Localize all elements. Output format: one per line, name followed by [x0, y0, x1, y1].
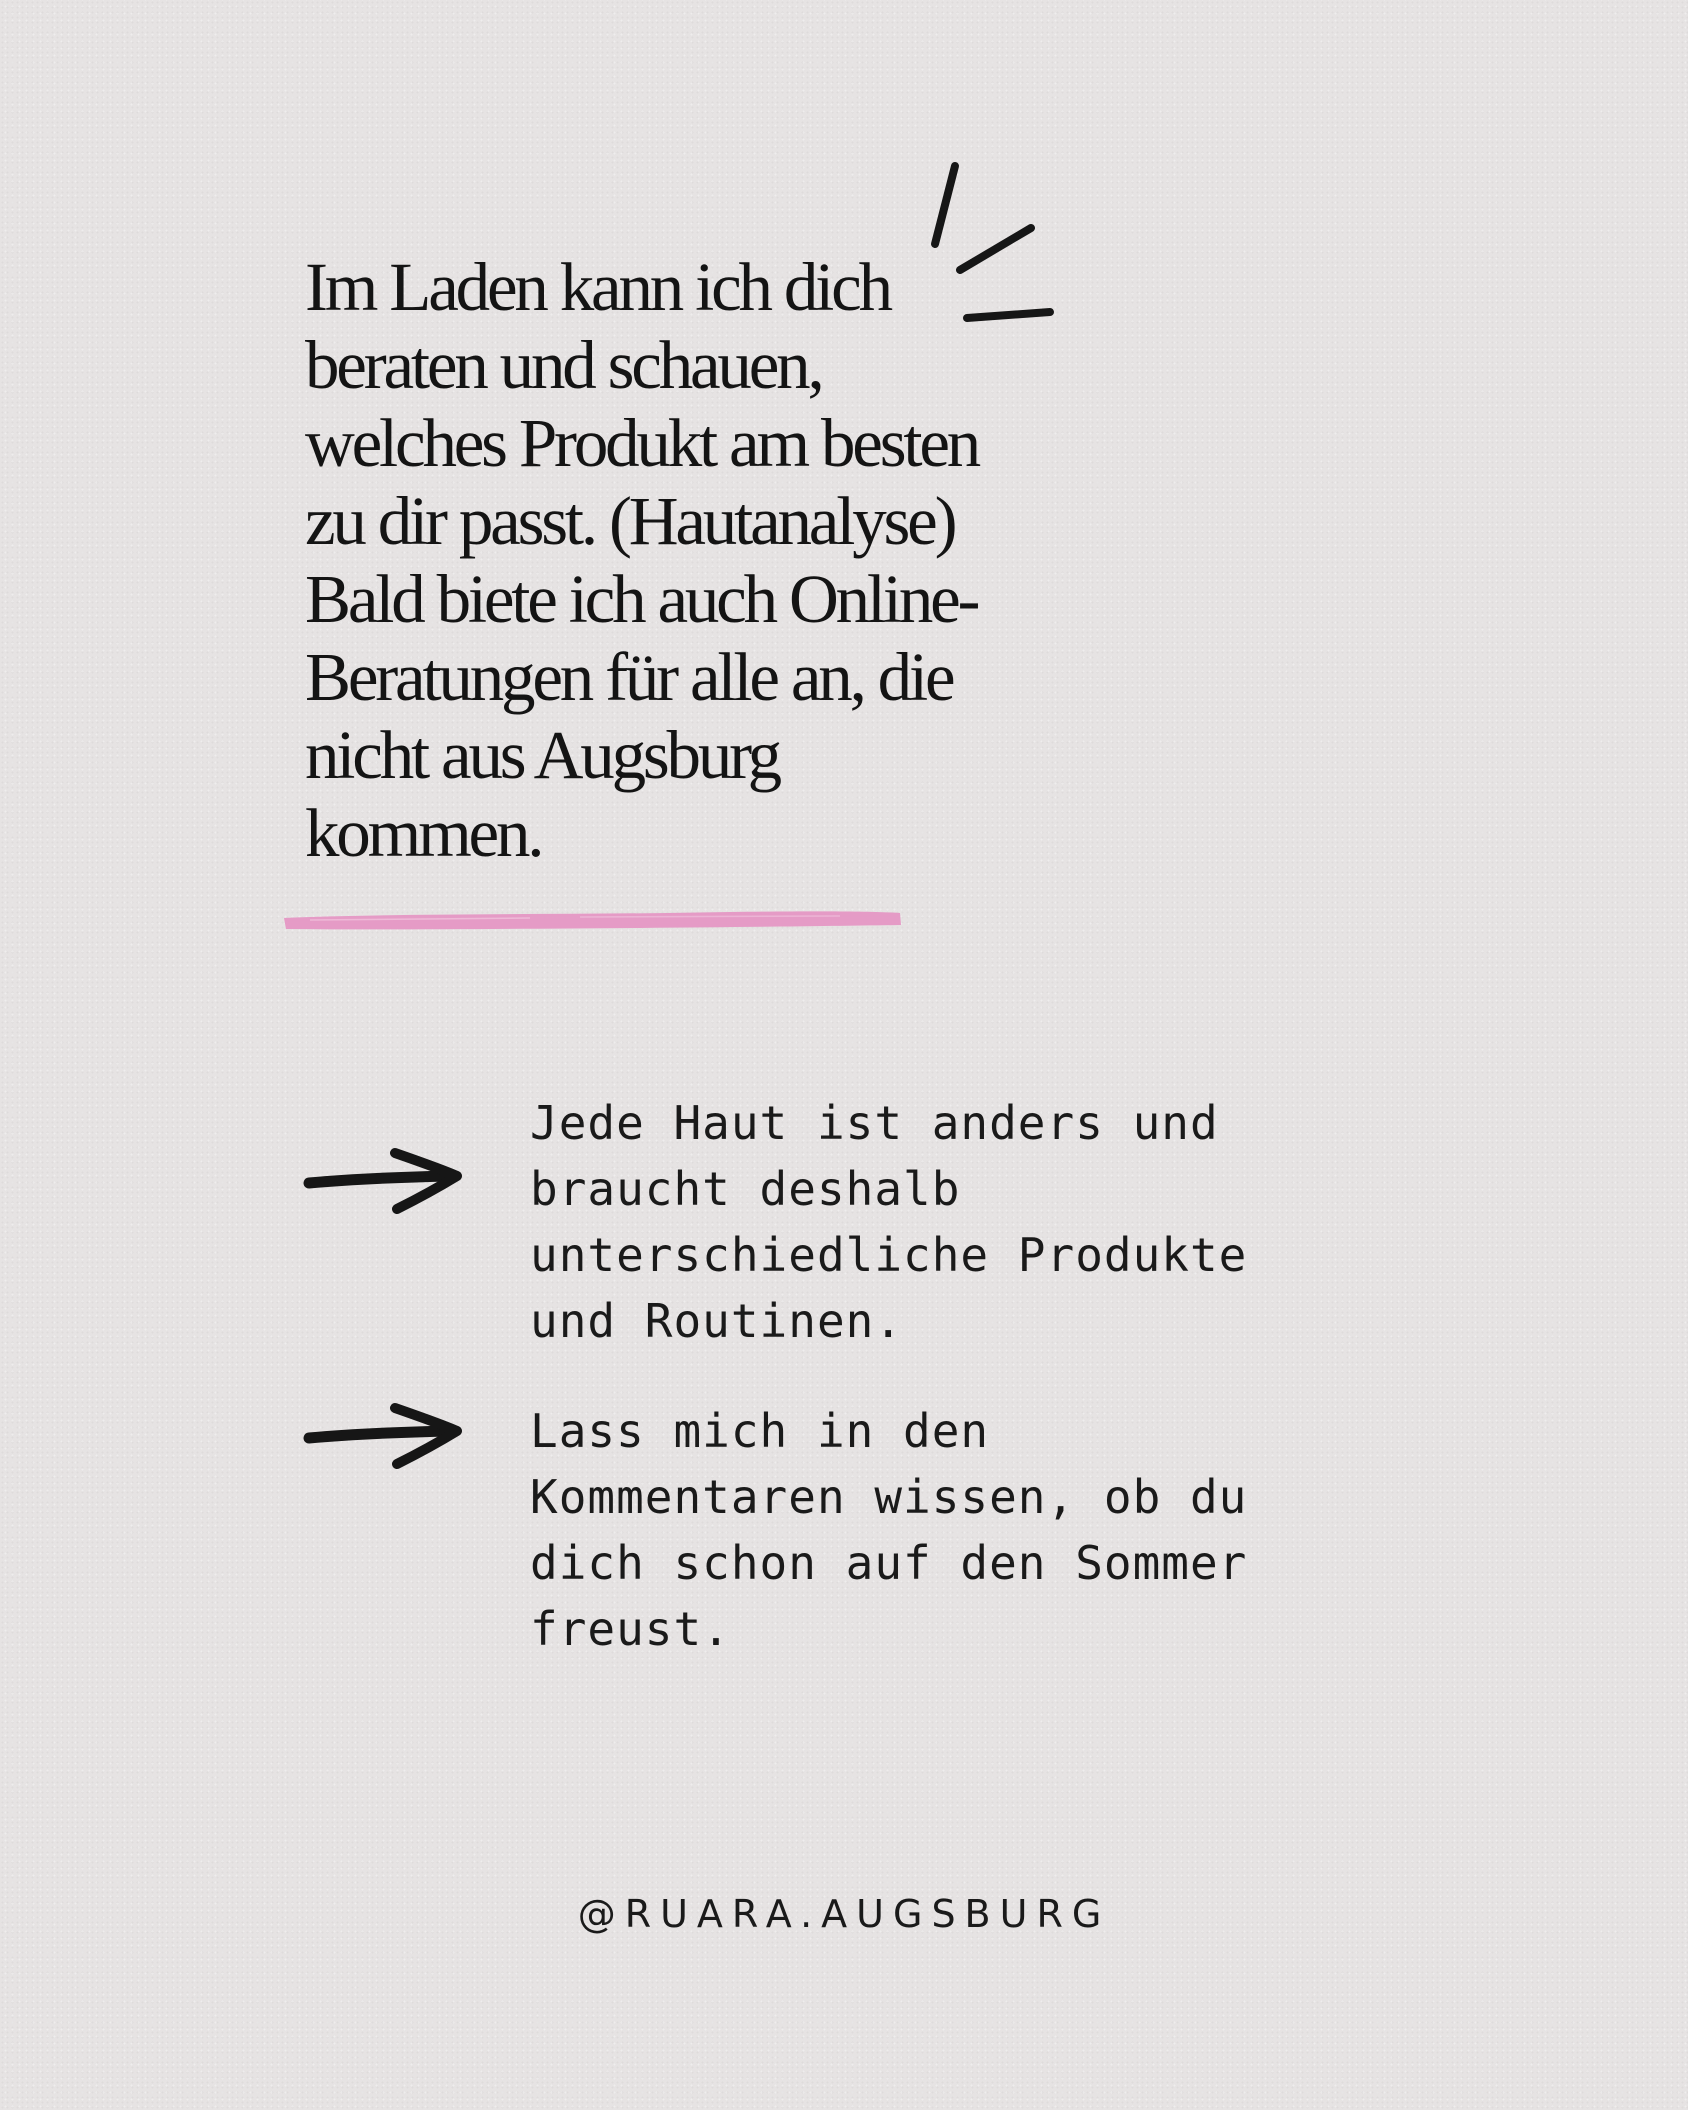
note-line: unterschiedliche Produkte [530, 1228, 1248, 1282]
headline-line: kommen. [305, 795, 542, 871]
note-line: Lass mich in den [530, 1404, 990, 1458]
headline-line: Im Laden kann ich dich [305, 249, 890, 325]
note-skin-types [530, 1090, 1330, 1354]
headline-line: welches Produkt am besten [305, 405, 979, 481]
headline-line: beraten und schauen, [305, 327, 822, 403]
note-comments [530, 1398, 1330, 1662]
note-line: dich schon auf den Sommer [530, 1536, 1248, 1590]
arrow-right-icon [303, 1400, 468, 1470]
headline-line: Bald biete ich auch Online- [305, 561, 978, 637]
note-line: freust. [530, 1602, 731, 1656]
arrow-right-icon [303, 1145, 468, 1215]
note-line: braucht deshalb [530, 1162, 961, 1216]
headline-line: Beratungen für alle an, die [305, 639, 953, 715]
pink-brush-underline [280, 905, 905, 935]
note-line: Jede Haut ist anders und [530, 1096, 1219, 1150]
headline-line: nicht aus Augsburg [305, 717, 779, 793]
account-handle: @RUARA.AUGSBURG [577, 1892, 1111, 1936]
headline-line: zu dir passt. (Hautanalyse) [305, 483, 955, 559]
note-line: und Routinen. [530, 1294, 904, 1348]
headline-text [305, 248, 1025, 872]
note-line: Kommentaren wissen, ob du [530, 1470, 1248, 1524]
